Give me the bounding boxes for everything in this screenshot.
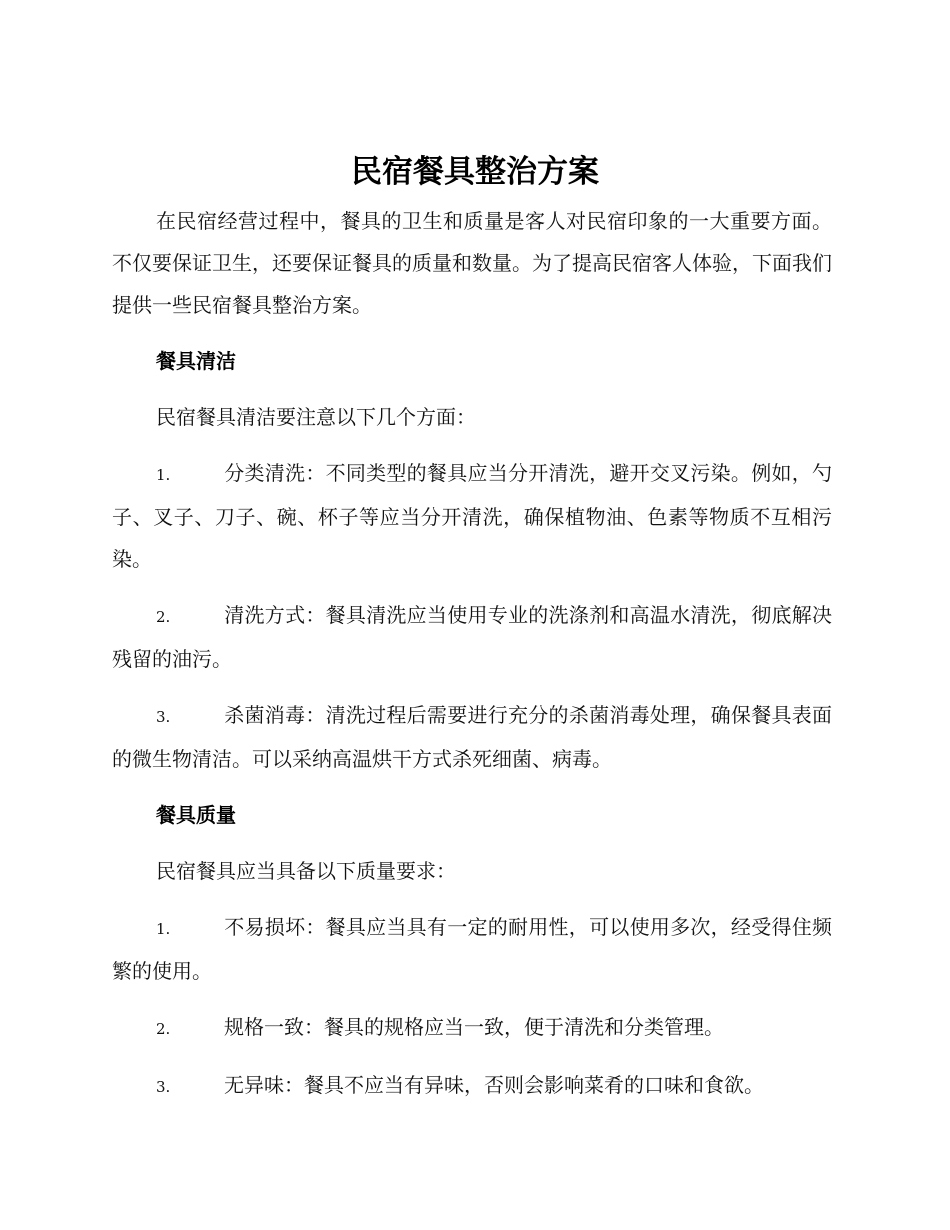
list-item-text: 清洗方式：餐具清洗应当使用专业的洗涤剂和高温水清洗，彻底解决残留的油污。 bbox=[112, 603, 832, 671]
list-item bbox=[112, 452, 832, 580]
list-item-number: 2. bbox=[156, 1020, 171, 1038]
list-item bbox=[112, 1064, 832, 1108]
list-item-text: 无异味：餐具不应当有异味，否则会影响菜肴的口味和食欲。 bbox=[224, 1073, 764, 1097]
list-item-number: 1. bbox=[156, 920, 171, 938]
intro-paragraph: 在民宿经营过程中，餐具的卫生和质量是客人对民宿印象的一大重要方面。不仅要保证卫生，还要保证餐具的质量和数量。为了提高民宿客人体验，下面我们提供一些民宿餐具整治方案。 bbox=[112, 209, 832, 317]
list-item bbox=[112, 594, 832, 680]
section-quality bbox=[112, 794, 832, 1108]
list-item-number: 1. bbox=[156, 466, 171, 484]
section-cleaning bbox=[112, 340, 832, 780]
list-item-number: 2. bbox=[156, 608, 171, 626]
section-heading: 餐具质量 bbox=[156, 803, 236, 827]
list-item bbox=[112, 906, 832, 992]
list-item-text: 不易损坏：餐具应当具有一定的耐用性，可以使用多次，经受得住频繁的使用。 bbox=[112, 915, 832, 983]
list-item-number: 3. bbox=[156, 708, 171, 726]
list-item-text: 规格一致：餐具的规格应当一致，便于清洗和分类管理。 bbox=[224, 1015, 724, 1039]
list-item-text: 分类清洗：不同类型的餐具应当分开清洗，避开交叉污染。例如，勺子、叉子、刀子、碗、杯子等应当分开清洗，确保植物油、色素等物质不互相污染。 bbox=[112, 461, 832, 571]
section-heading: 餐具清洁 bbox=[156, 349, 236, 373]
section-lead: 民宿餐具清洁要注意以下几个方面： bbox=[156, 405, 476, 429]
list-item-number: 3. bbox=[156, 1078, 171, 1096]
document-body bbox=[112, 200, 832, 1122]
list-item bbox=[112, 694, 832, 780]
list-item bbox=[112, 1006, 832, 1050]
section-lead: 民宿餐具应当具备以下质量要求： bbox=[156, 859, 456, 883]
document-title: 民宿餐具整治方案 bbox=[351, 154, 599, 190]
list-item-text: 杀菌消毒：清洗过程后需要进行充分的杀菌消毒处理，确保餐具表面的微生物清洁。可以采纳高温烘干方式杀死细菌、病毒。 bbox=[112, 703, 832, 771]
